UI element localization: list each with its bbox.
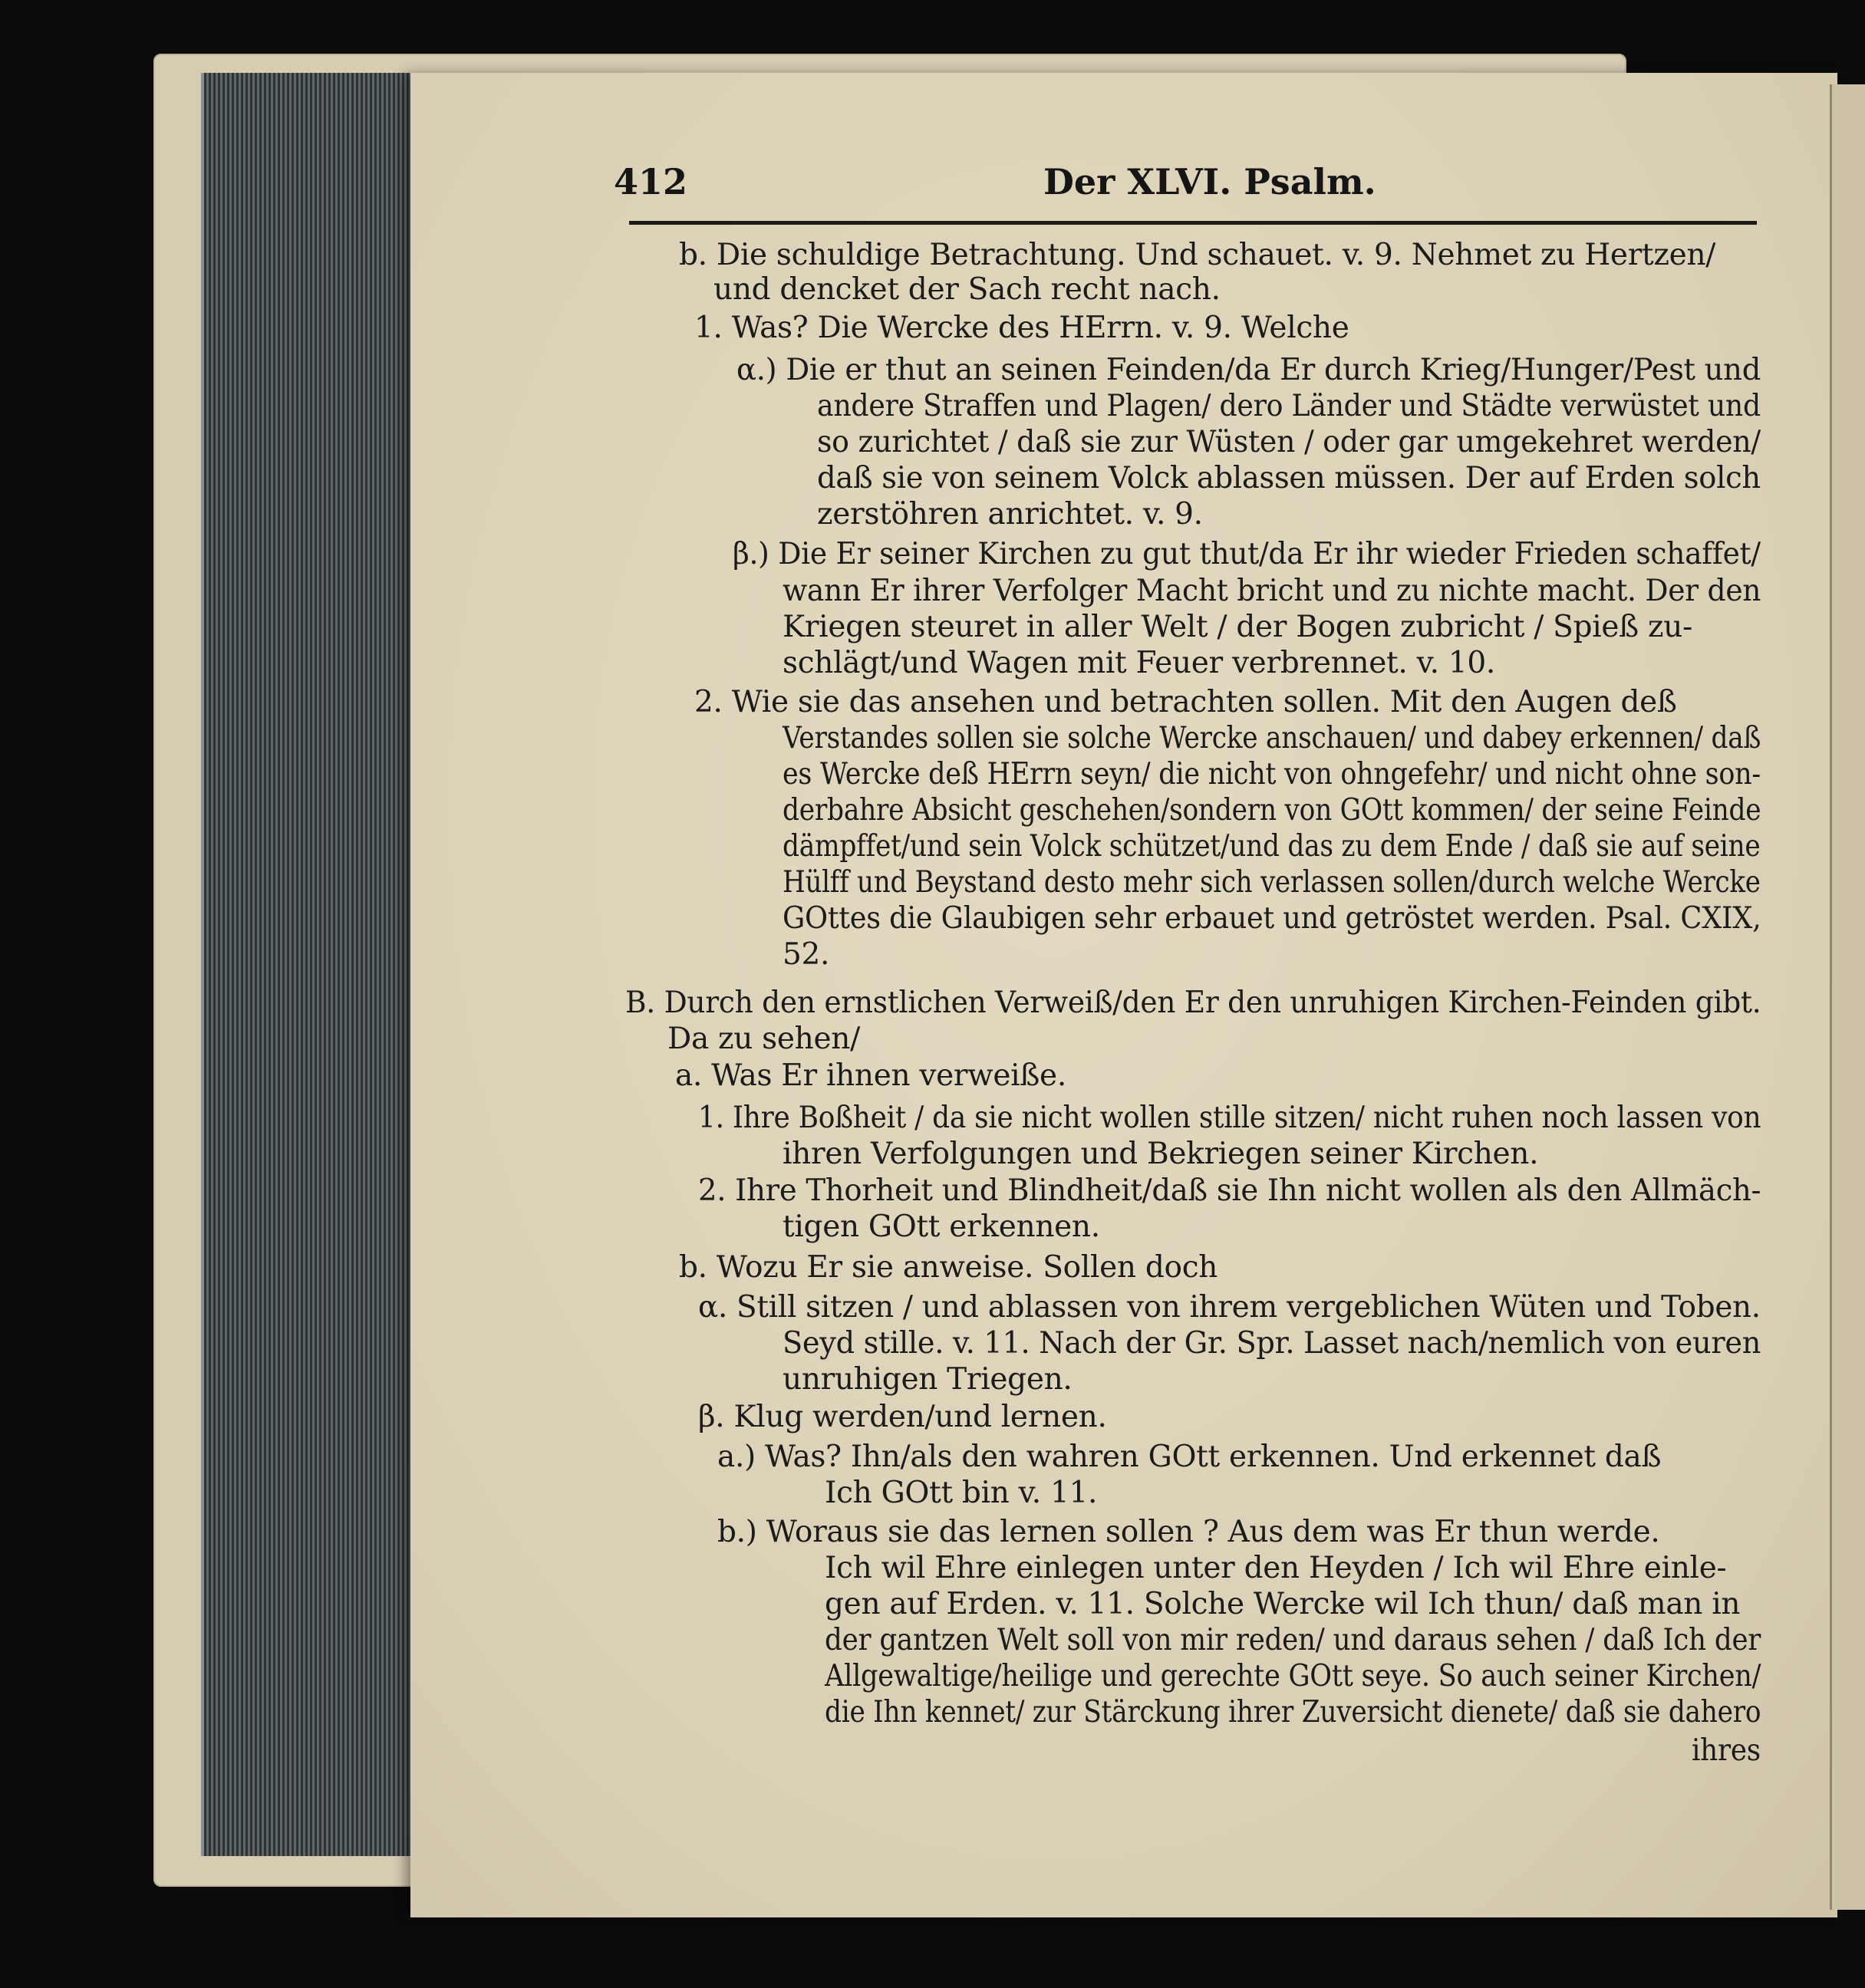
text-line: die Ihn kennet/ zur Stärckung ihrer Zuversicht dienete/ daß sie dahero	[825, 1695, 1761, 1730]
text-line: tigen GOtt erkennen.	[783, 1210, 1100, 1244]
page-header	[614, 161, 1757, 222]
text-line: unruhigen Triegen.	[783, 1362, 1073, 1397]
text-line: a. Was Er ihnen verweiße.	[675, 1058, 1066, 1093]
text-line: α.) Die er thut an seinen Feinden/da Er durch Krieg/Hunger/Pest und	[736, 353, 1761, 387]
text-line: Ich wil Ehre einlegen unter den Heyden / Ich wil Ehre einle-	[825, 1551, 1727, 1585]
text-line: 1. Was? Die Wercke des HErrn. v. 9. Welche	[694, 311, 1349, 345]
text-line: so zurichtet / daß sie zur Wüsten / oder gar umgekehret werden/	[817, 425, 1761, 459]
text-line: b. Die schuldige Betrachtung. Und schauet. v. 9. Nehmet zu Hertzen/	[679, 238, 1716, 272]
text-line: α. Still sitzen / und ablassen von ihrem vergeblichen Wüten und Toben.	[698, 1290, 1761, 1325]
text-line: Verstandes sollen sie solche Wercke anschauen/ und dabey erkennen/ daß	[783, 721, 1761, 755]
text-line: 52.	[783, 937, 830, 972]
running-title: Der XLVI. Psalm.	[1043, 161, 1376, 202]
text-line: schlägt/und Wagen mit Feuer verbrennet. v. 10.	[783, 646, 1495, 680]
text-line: 2. Ihre Thorheit und Blindheit/daß sie Ihn nicht wollen als den Allmäch-	[698, 1173, 1761, 1208]
text-line: daß sie von seinem Volck ablassen müssen. Der auf Erden solch	[817, 461, 1761, 495]
text-line: es Wercke deß HErrn seyn/ die nicht von ohngefehr/ und nicht ohne son-	[783, 757, 1761, 792]
header-rule	[629, 221, 1757, 225]
text-line: β.) Die Er seiner Kirchen zu gut thut/da Er ihr wieder Frieden schaffet/	[733, 537, 1761, 571]
text-line: der gantzen Welt soll von mir reden/ und daraus sehen / daß Ich der	[825, 1623, 1761, 1657]
text-line: b.) Woraus sie das lernen sollen ? Aus dem was Er thun werde.	[717, 1515, 1660, 1549]
text-line: und dencket der Sach recht nach.	[713, 272, 1221, 307]
text-line: gen auf Erden. v. 11. Solche Wercke wil Ich thun/ daß man in	[825, 1587, 1741, 1621]
text-line: β. Klug werden/und lernen.	[698, 1400, 1107, 1434]
text-line: b. Wozu Er sie anweise. Sollen doch	[679, 1250, 1218, 1285]
catchword: ihres	[1692, 1733, 1761, 1768]
text-line: a.) Was? Ihn/als den wahren GOtt erkennen. Und erkennet daß	[717, 1440, 1662, 1474]
page-edges	[201, 73, 434, 1856]
text-line: Hülff und Beystand desto mehr sich verlassen sollen/durch welche Wercke	[783, 865, 1761, 900]
text-line: zerstöhren anrichtet. v. 9.	[817, 497, 1203, 532]
text-line: andere Straffen und Plagen/ dero Länder und Städte verwüstet und	[817, 389, 1761, 423]
text-line: Seyd stille. v. 11. Nach der Gr. Spr. Lasset nach/nemlich von euren	[783, 1326, 1761, 1361]
text-line: Da zu sehen/	[667, 1022, 860, 1056]
facing-page-edge	[1830, 84, 1865, 1910]
text-line: derbahre Absicht geschehen/sondern von GOtt kommen/ der seine Feinde	[783, 793, 1761, 828]
text-line: wann Er ihrer Verfolger Macht bricht und zu nichte macht. Der den	[783, 574, 1761, 608]
text-line: Allgewaltige/heilige und gerechte GOtt seye. So auch seiner Kirchen/	[825, 1659, 1761, 1693]
page-number: 412	[614, 161, 688, 202]
text-line: 2. Wie sie das ansehen und betrachten sollen. Mit den Augen deß	[694, 685, 1677, 719]
text-line: GOttes die Glaubigen sehr erbauet und getröstet werden. Psal. CXIX,	[783, 901, 1761, 936]
text-line: Ich GOtt bin v. 11.	[825, 1476, 1098, 1510]
text-line: B. Durch den ernstlichen Verweiß/den Er den unruhigen Kirchen-Feinden gibt.	[625, 986, 1761, 1020]
text-line: Kriegen steuret in aller Welt / der Bogen zubricht / Spieß zu-	[783, 610, 1692, 644]
text-line: dämpffet/und sein Volck schützet/und das zu dem Ende / daß sie auf seine	[783, 829, 1761, 864]
text-line: ihren Verfolgungen und Bekriegen seiner Kirchen.	[783, 1137, 1539, 1171]
text-line: 1. Ihre Boßheit / da sie nicht wollen stille sitzen/ nicht ruhen noch lassen von	[698, 1101, 1761, 1135]
